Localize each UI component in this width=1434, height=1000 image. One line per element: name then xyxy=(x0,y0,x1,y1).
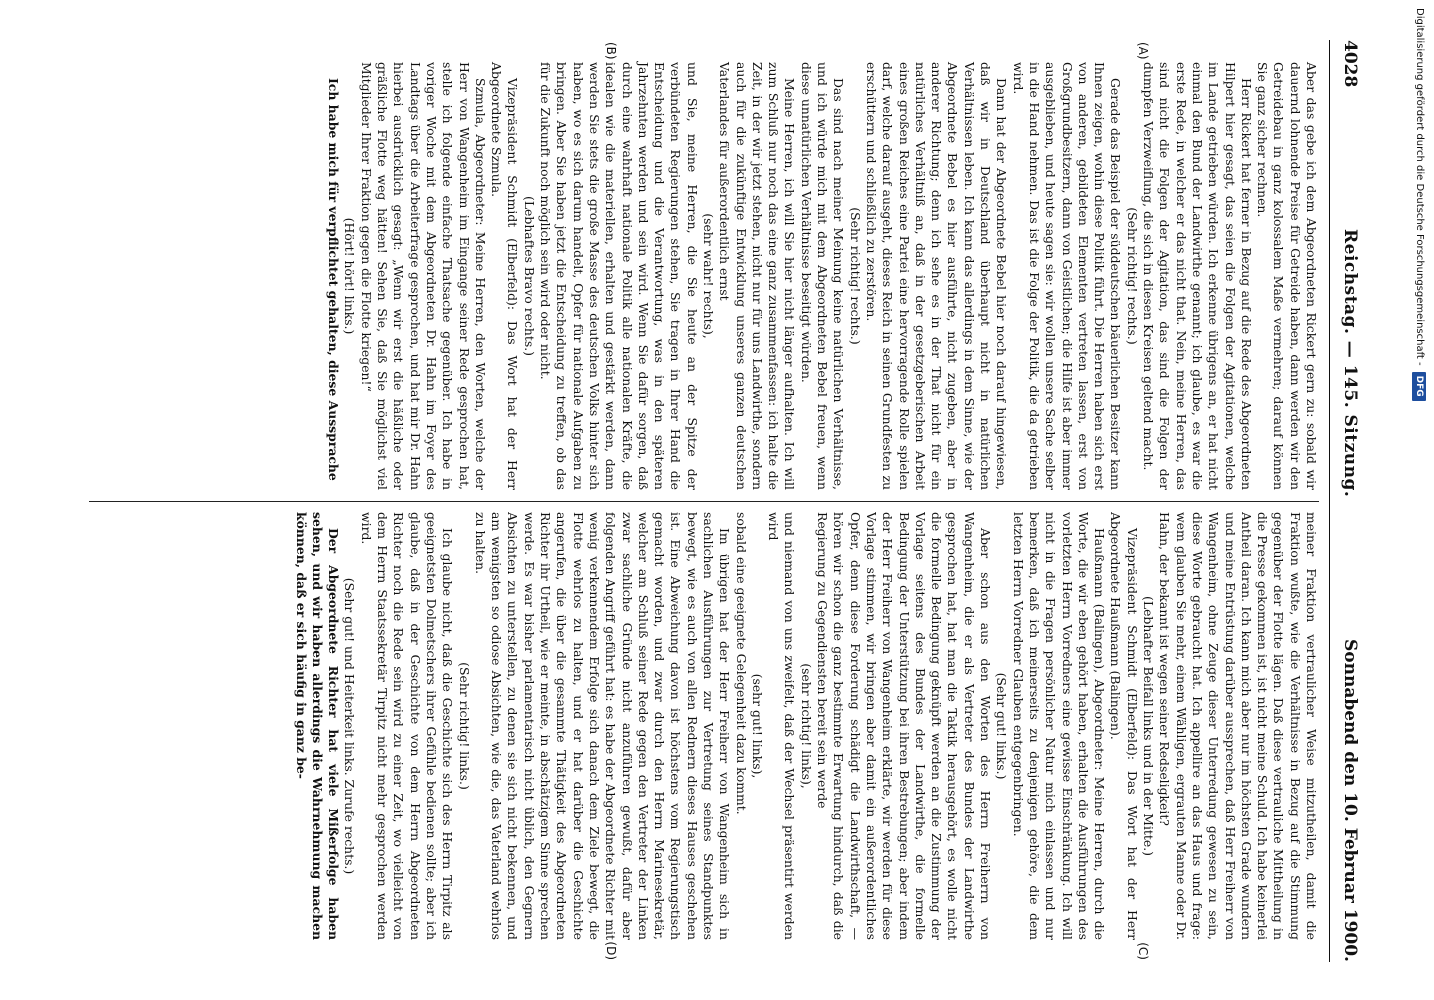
header-rule xyxy=(1329,40,1330,962)
paragraph: Ich habe mich für verpflichtet gehalten, diese Aussprache xyxy=(326,78,342,481)
paragraph: Haußmann (Balingen), Abgeordneter: Meine Herren, durch die Worte, die wir eben gehört haben, erhalten die Ausführungen des vorletzten Herrn Vorredners eine gewisse Einschränkung. Ich will nicht in die Fragen persönlicher Natur mich einlassen und nur bemerken, daß ich meinerseits zu denjenigen gehöre, die dem letzten Herrn Vorredner Glauben entgegenbringen. xyxy=(1010,512,1108,940)
paragraph: Im übrigen hat der Herr Freiherr von Wangenheim sich in sachlichen Ausführungen zur Vertretung seines Standpunktes bewegt, wie es auch von allen Rednern dieses Hauses geschehen ist. Eine Abweichung davon ist höchstens vom Regierungstisch gemacht worden, und zwar durch den Herrn Marinesekretär, welcher am Schluß seiner Rede gegen den Vertreter der Linken zwar sachliche Gründe nicht anzuführen gewußt, dafür aber folgenden Angriff geführt hat: es habe der Abgeordnete Richter mit wenig verkennendem Erfolge sich danach dem Ziele bewegt, die Flotte wehrlos zu halten, und er hat darüber die Geschichte angerufen, die über die gesammte Thätigkeit des Abgeordneten Richter ihr Urtheil, wie er meinte, in abschätzigem Sinne sprechen werde. Es war bisher parlamentarisch nicht üblich, den Gegnern Absichten zu unterstellen, zu denen sie sich nicht bekennen, und am wenigsten so odiose Absichten, wie die, das Vaterland wehrlos zu halten. xyxy=(472,512,733,940)
interjection: (Sehr gut! links.) xyxy=(994,672,1010,780)
page-title: Reichstag. — 145. Sitzung. xyxy=(1340,229,1360,498)
paragraph: und Sie, meine Herren, die Sie heute an der Spitze der verbündeten Regierungen stehen, Sie tragen in Ihrer Hand die Entscheidung und die Verantwortung, was in den späteren Jahrzehnten werden und sein wird. Wenn Sie dafür sorgen, daß durch eine wahrhaft nationale Politik alle nationalen Kräfte, die idealen wie die materiellen, erhalten und gestärkt werden, dann werden Sie stets die große Masse des deutschen Volks hinter sich haben, wo es sich darum handelt, Opfer für nationale Aufgaben zu bringen. Aber Sie haben jetzt die Entscheidung zu treffen, ob das für die Zukunft noch möglich sein wird oder nicht. xyxy=(538,62,700,490)
interjection: (Sehr richtig! links.) xyxy=(456,662,472,790)
paragraph: Dann hat der Abgeordnete Bebel hier noch darauf hingewiesen, daß wir in Deutschland überhaupt nicht in natürlichen Verhältnissen leben. Ich kann das allerdings in dem Sinne, wie der Abgeordnete Bebel es hier ausführte, nicht zugeben, aber in anderer Richtung; denn ich sehe es in der That nicht für ein natürliches Verhältniß an, daß in der gesetzgeberischen Arbeit eines großen Reiches eine Partei eine hervorragende Rolle spielen darf, welche darauf ausgeht, dieses Reich in seinen Grundfesten zu erschüttern und schließlich zu zerstören. xyxy=(863,62,1010,490)
right-column xyxy=(89,512,1319,962)
interjection: (Lebhaftes Bravo rechts.) xyxy=(521,196,537,356)
interjection: (sehr wahr! rechts), xyxy=(701,213,717,339)
interjection: (Hört! hört! links.) xyxy=(342,217,358,335)
paragraph: Ich glaube nicht, daß die Geschichte sich des Herrn Tirpitz als geeignetsten Dolmetschers ihrer Gefühle bedienen sollte; aber ich glaube, daß in der Geschichte von dem Herrn Abgeordneten Richter noch die Rede sein wird zu einer Zeit, wo vielleicht von dem Herrn Staatssekretär Tirpitz nicht mehr gesprochen werden wird. xyxy=(358,512,456,940)
digitization-credit xyxy=(1408,8,1430,988)
margin-marker-c: (C) xyxy=(1136,942,1150,960)
paragraph: Szmula, Abgeordneter: Meine Herren, den Worten, welche der Herr von Wangenheim im Eingange seiner Rede gesprochen hat, stelle ich folgende einfache Thatsache gegenüber. Ich habe in voriger Woche mit dem Abgeordneten Dr. Hahn im Foyer des Landtags über die Arbeiterfrage gesprochen, und hat mir Dr. Hahn hierbei ausdrücklich gesagt: „Wenn wir erst die häßliche oder gräßliche Flotte weg hätten! Sehen Sie, daß Sie möglichst viel Mitglieder Ihrer Fraktion gegen die Flotte kriegen!“ xyxy=(358,62,488,490)
paragraph: Das sind nach meiner Meinung keine natürlichen Verhältnisse, und ich würde mich mit dem Abgeordneten Bebel freuen, wenn diese unnatürlichen Verhältnisse beseitigt würden. xyxy=(798,62,847,490)
paragraph: Aber das gebe ich dem Abgeordneten Rickert gern zu: sobald wir dauernd lohnende Preise für Getreide haben, dann werden wir den Getreidebau in ganz kolossalem Maße vermehren; darauf können Sie ganz sicher rechnen. xyxy=(1255,62,1319,490)
interjection: (sehr richtig! links), xyxy=(798,663,814,789)
paragraph: Gerade das Beispiel der süddeutschen bäuerlichen Besitzer kann Ihnen zeigen, wohin diese Politik führt. Die Herren haben sich erst von anderen, gebildeten Elementen vertreten lassen, erst von Großgrundbesitzern, dann von Geistlichen; die Hilfe ist aber immer ausgeblieben, und heute sagen sie: wir wollen unsere Sache selber in die Hand nehmen. Das ist die Folge der Politik, die da getrieben wird. xyxy=(1010,62,1124,490)
page-header xyxy=(1340,40,1360,962)
interjection: (Sehr richtig! rechts.) xyxy=(1124,207,1140,345)
speaker-announcement: Vizepräsident Schmidt (Elberfeld): Das Wort hat der Herr Abgeordnete Haußmann (Balingen). xyxy=(1108,512,1140,940)
interjection: (Sehr richtig! rechts.) xyxy=(847,207,863,345)
column-divider xyxy=(89,501,1319,502)
margin-marker-d: (D) xyxy=(604,941,618,960)
paragraph: Aber schon aus den Worten des Herrn Freiherrn von Wangenheim, die er als Vertreter des Bundes der Landwirthe gesprochen hat, hat man die Taktik herausgehört, es wolle nicht die formelle Bedingung geknüpft werden an die Zustimmung der Vorlage seitens des Bundes der Landwirthe, die formelle Bedingung der Unterstützung bei ihren Bestrebungen; aber indem der Herr Freiherr von Wangenheim erklärte, wir werden für diese Vorlage stimmen, wir bringen aber damit ein außerordentliches Opfer, denn diese Forderung schädigt die Landwirthschaft, — hören wir schon die ganz bestimmte Erwartung hindurch, daß die Regierung zu Gegendiensten bereit sein werde xyxy=(815,512,994,940)
credit-text: Digitalisierung gefördert durch die Deutsche Forschungsgemeinschaft - xyxy=(1414,8,1425,366)
paragraph: sobald eine geeignete Gelegenheit dazu kommt. xyxy=(733,512,749,815)
left-column xyxy=(89,40,1319,490)
margin-marker-a: (A) xyxy=(1136,42,1150,60)
margin-marker-b: (B) xyxy=(604,42,618,60)
interjection: (Sehr gut! und Heiterkeit links. Zurufe rechts.) xyxy=(342,577,358,875)
paragraph: Der Abgeordnete Richter hat viele Mißerfolge haben sehen, und wir haben allerdings die Wahrnehmung machen können, daß er sich häufig in ganz be- xyxy=(293,512,342,940)
paragraph: und niemand von uns zweifelt, daß der Wechsel präsentirt werden wird xyxy=(766,512,798,940)
speaker-announcement: Vizepräsident Schmidt (Elberfeld): Das Wort hat der Herr Abgeordnete Szmula. xyxy=(489,62,521,490)
paragraph: meiner Fraktion vertraulicher Weise mitzutheilen, damit die Fraktion wußte, wie die Verhältnisse in Bezug auf die Stimmung gegenüber der Flotte lägen. Daß diese vertrauliche Mittheilung in die Presse gekommen ist, ist nicht meine Schuld. Ich habe keinerlei Antheil daran. Ich kann mich aber nur im höchsten Grade wundern und meine Entrüstung darüber aussprechen, daß Herr Freiherr von Wangenheim, ohne Zeuge dieser Unterredung gewesen zu sein, diese Worte gebraucht hat. Ich appellire an das Haus und frage: wem glauben Sie mehr, einem Wähligen, ergrauten Manne oder Dr. Hahn, der bekannt ist wegen seiner Redseligkeit? xyxy=(1157,512,1319,940)
interjection: (Lebhafter Beifall links und in der Mitte.) xyxy=(1141,596,1157,856)
page-number: 4028 xyxy=(1340,40,1360,88)
session-date: Sonnabend den 10. Februar 1900. xyxy=(1340,639,1360,962)
text-columns xyxy=(89,40,1319,962)
paragraph: Meine Herren, ich will Sie hier nicht länger aufhalten. Ich will zum Schluß nur noch das eine ganz zusammenfassen: ich halte die Zeit, in der wir jetzt stehen, nicht nur für uns Landwirthe, sondern auch für die zukünftige Entwicklung unseres ganzen deutschen Vaterlandes für außerordentlich ernst xyxy=(717,62,798,490)
paragraph: Herr Rickert hat ferner in Bezug auf die Rede des Abgeordneten Hilpert hier gesagt, das seien die Folgen der Agitationen, welche im Lande getrieben würden. Ich erkenne übrigens an, er hat nicht einmal den Bund der Landwirthe genannt; ich glaube, es war die erste Rede, in welcher er das nicht that. Nein, meine Herren, das sind nicht die Folgen der Agitation, das sind die Folgen der dumpfen Verzweiflung, die sich in diesen Kreisen geltend macht. xyxy=(1141,62,1254,490)
dfg-logo: DFG xyxy=(1412,372,1426,401)
interjection: (sehr gut! links), xyxy=(749,673,765,779)
